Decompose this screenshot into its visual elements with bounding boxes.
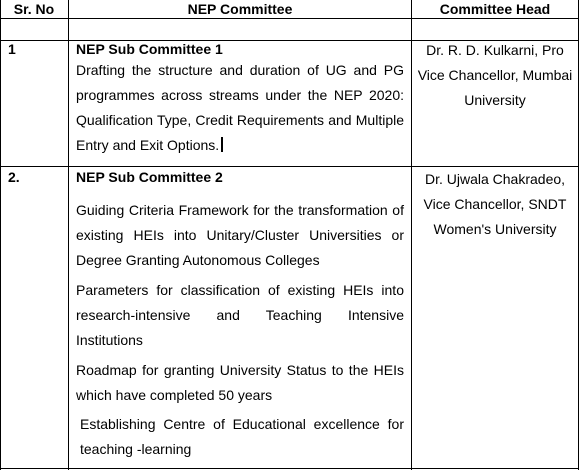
row-1-committee	[76, 41, 404, 158]
column-divider-2	[411, 0, 412, 470]
row-2-item-3: Roadmap for granting University Status to the HEIs which have completed 50 years	[76, 362, 404, 403]
row-1-title: NEP Sub Committee 1	[76, 41, 223, 57]
column-divider-1	[68, 0, 69, 470]
row-2-item-1: Guiding Criteria Framework for the transformation of existing HEIs into Unitary/Cluster Universities or Degree Granting Autonomous Colleges	[76, 202, 404, 268]
row-2-committee	[76, 169, 404, 462]
table-border-left	[0, 0, 1, 470]
row-1-committee-head: Dr. R. D. Kulkarni, Pro Vice Chancellor, Mumbai University	[417, 42, 573, 108]
row-1-sr-no: 1	[8, 41, 16, 57]
row-1-description	[76, 58, 404, 158]
row-2-item-2: Parameters for classification of existing HEIs into research-intensive and Teaching Intensive Institutions	[76, 282, 404, 348]
row-2-title: NEP Sub Committee 2	[76, 169, 223, 185]
row-2-sr-no: 2.	[8, 169, 20, 185]
header-divider	[0, 18, 579, 19]
header-committee-head: Committee Head	[439, 1, 551, 17]
header-nep-committee: NEP Committee	[187, 1, 293, 17]
row-2-item-4: Establishing Centre of Educational excellence for teaching -learning	[80, 416, 404, 457]
header-sr-no: Sr. No	[13, 1, 55, 17]
row-1-description-text: Drafting the structure and duration of UG and PG programmes across streams under the NEP 2020: Qualification Type, Credit Requirements and Multiple Entry and Exit Options.	[76, 62, 404, 153]
table-bottom-border	[0, 468, 579, 469]
row-2-committee-head: Dr. Ujwala Chakradeo, Vice Chancellor, SNDT Women's University	[423, 171, 567, 237]
text-cursor-icon	[221, 137, 223, 152]
